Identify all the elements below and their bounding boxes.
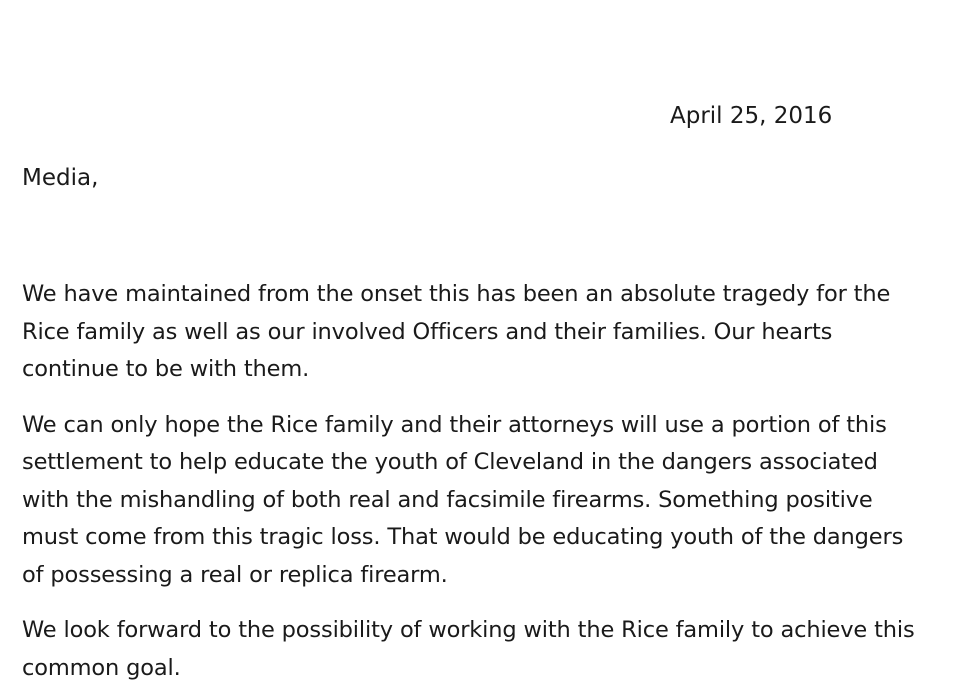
paragraph-line: Rice family as well as our involved Officers and their families. Our hearts [22,318,833,345]
paragraph-line: common goal. [22,654,181,681]
paragraph-line: continue to be with them. [22,356,310,382]
paragraph-line: settlement to help educate the youth of Cleveland in the dangers associated [22,449,878,475]
paragraph-line: We can only hope the Rice family and their attorneys will use a portion of this [22,411,887,438]
letter-salutation: Media, [22,165,99,191]
paragraph-line: We have maintained from the onset this has been an absolute tragedy for the [22,281,891,307]
letter-body [22,276,962,687]
letter-date: April 25, 2016 [670,103,833,129]
paragraph-line: of possessing a real or replica firearm. [22,561,448,588]
paragraph-1 [22,276,962,389]
paragraph-3 [22,612,962,687]
paragraph-line: must come from this tragic loss. That would be educating youth of the dangers [22,524,904,550]
paragraph-line: We look forward to the possibility of working with the Rice family to achieve this [22,617,915,643]
paragraph-2 [22,407,962,595]
paragraph-line: with the mishandling of both real and facsimile firearms. Something positive [22,486,873,513]
